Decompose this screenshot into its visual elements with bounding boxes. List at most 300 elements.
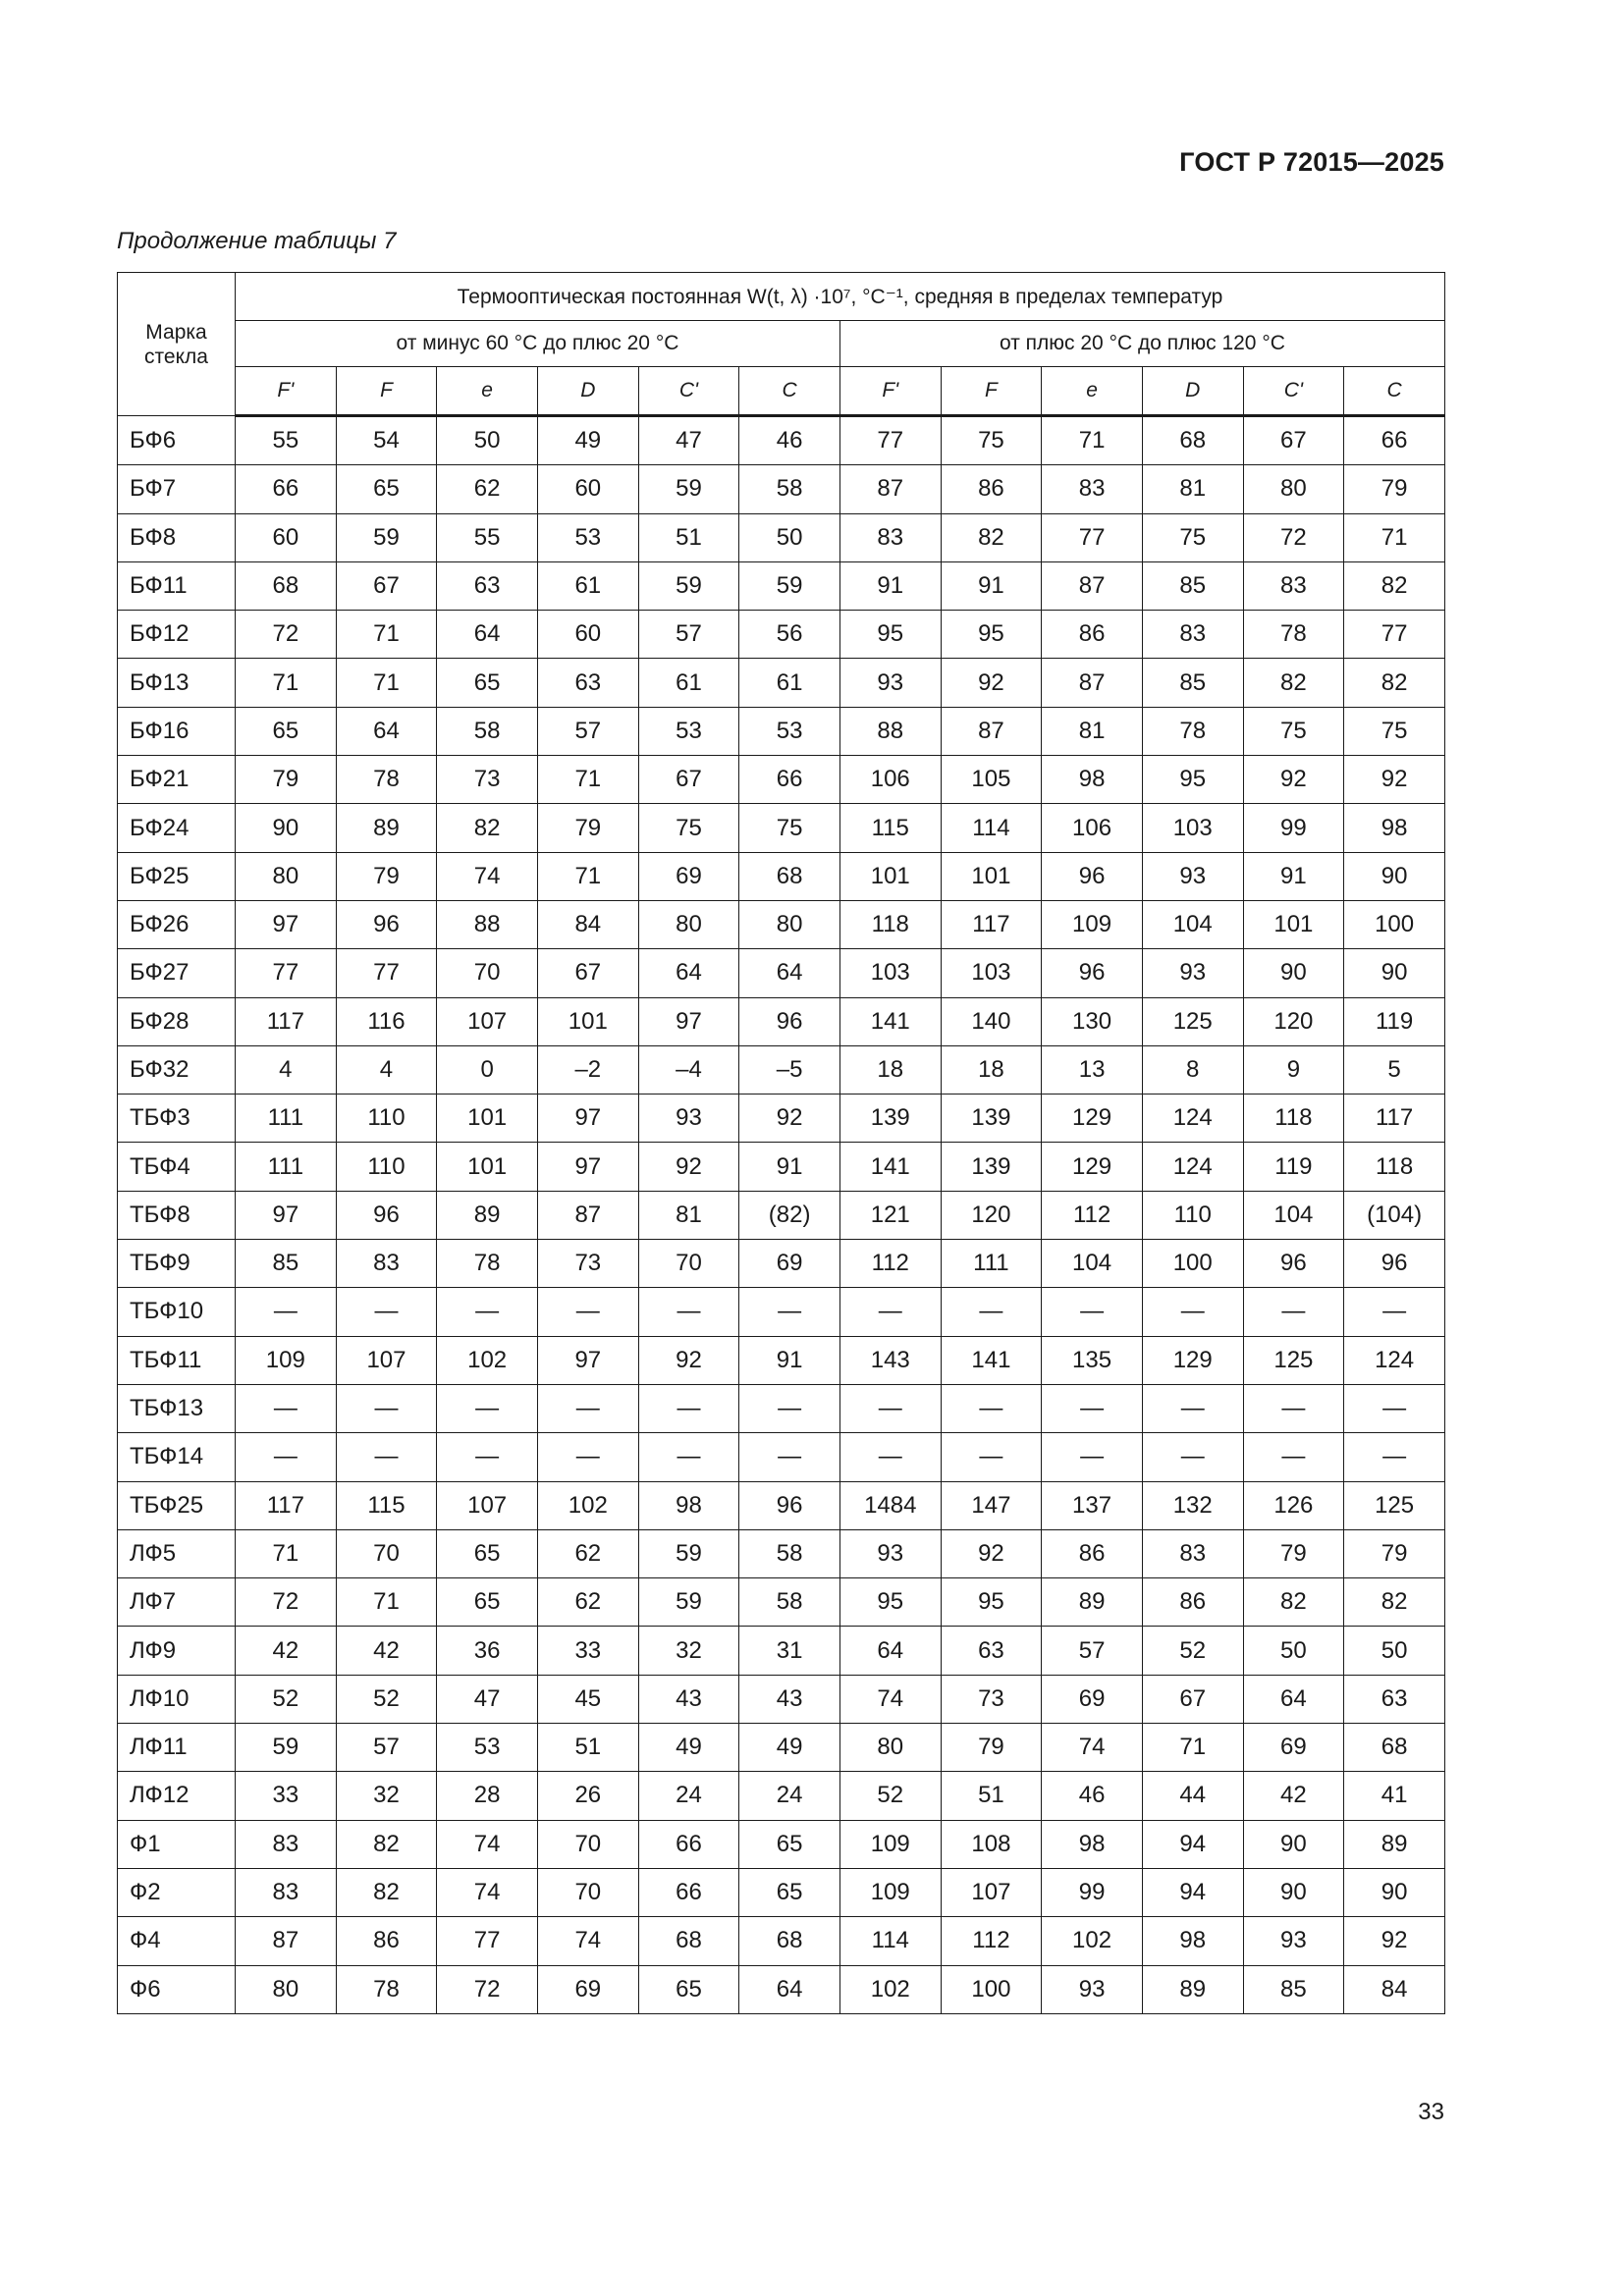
value-cell: 75 [1142, 513, 1243, 561]
value-cell: 57 [336, 1724, 437, 1772]
value-cell: 79 [1344, 1529, 1445, 1577]
column-header: F' [236, 367, 337, 416]
value-cell: 36 [437, 1627, 538, 1675]
value-cell: 92 [638, 1143, 739, 1191]
value-cell: 89 [1042, 1578, 1143, 1627]
value-cell: 79 [236, 756, 337, 804]
value-cell: 93 [1042, 1965, 1143, 2013]
value-cell: 141 [839, 997, 941, 1045]
value-cell: 112 [941, 1917, 1042, 1965]
value-cell: 93 [1142, 949, 1243, 997]
value-cell: 72 [236, 611, 337, 659]
value-cell: 68 [236, 561, 337, 610]
value-cell: 129 [1042, 1143, 1143, 1191]
glass-brand-cell: БФ24 [118, 804, 236, 852]
column-header: e [1042, 367, 1143, 416]
value-cell: 130 [1042, 997, 1143, 1045]
value-cell: 109 [839, 1820, 941, 1868]
glass-brand-cell: БФ25 [118, 852, 236, 900]
value-cell: 118 [839, 900, 941, 948]
value-cell: 101 [839, 852, 941, 900]
value-cell: 101 [437, 1095, 538, 1143]
glass-brand-cell: ЛФ9 [118, 1627, 236, 1675]
table-row [118, 1336, 1445, 1384]
value-cell: 71 [336, 659, 437, 707]
value-cell: 67 [336, 561, 437, 610]
glass-brand-cell: Ф1 [118, 1820, 236, 1868]
value-cell: 79 [1344, 465, 1445, 513]
value-cell: 51 [941, 1772, 1042, 1820]
value-cell: 125 [1243, 1336, 1344, 1384]
value-cell: 120 [941, 1191, 1042, 1239]
value-cell: — [1243, 1288, 1344, 1336]
value-cell: — [839, 1384, 941, 1432]
value-cell: 65 [236, 707, 337, 755]
value-cell: 129 [1042, 1095, 1143, 1143]
value-cell: 111 [941, 1240, 1042, 1288]
glass-brand-cell: БФ21 [118, 756, 236, 804]
value-cell: 68 [1142, 416, 1243, 465]
value-cell: — [941, 1384, 1042, 1432]
value-cell: — [336, 1288, 437, 1336]
value-cell: 63 [1344, 1675, 1445, 1723]
value-cell: 43 [638, 1675, 739, 1723]
value-cell: — [437, 1433, 538, 1481]
value-cell: 72 [236, 1578, 337, 1627]
value-cell: 95 [941, 611, 1042, 659]
value-cell: — [1142, 1288, 1243, 1336]
table-row [118, 852, 1445, 900]
header-range-plus20-plus120: от плюс 20 °С до плюс 120 °С [839, 321, 1444, 367]
table-row [118, 1433, 1445, 1481]
glass-brand-cell: БФ13 [118, 659, 236, 707]
value-cell: 66 [1344, 416, 1445, 465]
value-cell: 59 [638, 465, 739, 513]
value-cell: 107 [941, 1868, 1042, 1916]
value-cell: 44 [1142, 1772, 1243, 1820]
value-cell: 87 [236, 1917, 337, 1965]
value-cell: — [236, 1384, 337, 1432]
value-cell: — [638, 1288, 739, 1336]
value-cell: 117 [1344, 1095, 1445, 1143]
value-cell: 65 [437, 1578, 538, 1627]
glass-brand-cell: ТБФ10 [118, 1288, 236, 1336]
value-cell: 74 [537, 1917, 638, 1965]
value-cell: 124 [1344, 1336, 1445, 1384]
value-cell: 103 [839, 949, 941, 997]
glass-brand-cell: ЛФ5 [118, 1529, 236, 1577]
value-cell: 74 [437, 852, 538, 900]
glass-brand-cell: ТБФ13 [118, 1384, 236, 1432]
value-cell: 57 [638, 611, 739, 659]
table-row [118, 804, 1445, 852]
value-cell: 70 [437, 949, 538, 997]
value-cell: — [336, 1384, 437, 1432]
value-cell: 91 [739, 1336, 840, 1384]
value-cell: 96 [1042, 852, 1143, 900]
value-cell: 97 [537, 1143, 638, 1191]
value-cell: 78 [336, 756, 437, 804]
table-row [118, 513, 1445, 561]
value-cell: 80 [1243, 465, 1344, 513]
value-cell: 90 [1344, 1868, 1445, 1916]
value-cell: 69 [638, 852, 739, 900]
value-cell: 50 [1243, 1627, 1344, 1675]
table-row [118, 1820, 1445, 1868]
value-cell: 104 [1042, 1240, 1143, 1288]
value-cell: 82 [1243, 659, 1344, 707]
value-cell: 80 [739, 900, 840, 948]
table-caption: Продолжение таблицы 7 [117, 228, 397, 254]
value-cell: 87 [1042, 561, 1143, 610]
value-cell: 47 [638, 416, 739, 465]
value-cell: 73 [537, 1240, 638, 1288]
value-cell: 78 [1142, 707, 1243, 755]
value-cell: 24 [638, 1772, 739, 1820]
value-cell: 77 [336, 949, 437, 997]
table-row [118, 1917, 1445, 1965]
glass-brand-cell: ТБФ14 [118, 1433, 236, 1481]
value-cell: 71 [236, 1529, 337, 1577]
table-row [118, 1240, 1445, 1288]
value-cell: 75 [638, 804, 739, 852]
value-cell: 46 [1042, 1772, 1143, 1820]
value-cell: 94 [1142, 1868, 1243, 1916]
value-cell: 102 [1042, 1917, 1143, 1965]
value-cell: 126 [1243, 1481, 1344, 1529]
value-cell: — [839, 1433, 941, 1481]
value-cell: 90 [236, 804, 337, 852]
value-cell: 56 [739, 611, 840, 659]
value-cell: — [537, 1433, 638, 1481]
value-cell: 58 [739, 1529, 840, 1577]
value-cell: 83 [236, 1820, 337, 1868]
value-cell: 13 [1042, 1045, 1143, 1094]
value-cell: — [1142, 1433, 1243, 1481]
value-cell: 100 [1142, 1240, 1243, 1288]
value-cell: 0 [437, 1045, 538, 1094]
value-cell: 91 [1243, 852, 1344, 900]
value-cell: 59 [638, 1529, 739, 1577]
value-cell: 107 [437, 1481, 538, 1529]
value-cell: — [236, 1288, 337, 1336]
value-cell: 64 [336, 707, 437, 755]
table-row [118, 1675, 1445, 1723]
value-cell: 81 [638, 1191, 739, 1239]
value-cell: 97 [236, 1191, 337, 1239]
table-row [118, 465, 1445, 513]
value-cell: 69 [1042, 1675, 1143, 1723]
table-row [118, 1724, 1445, 1772]
value-cell: 112 [1042, 1191, 1143, 1239]
value-cell: 65 [336, 465, 437, 513]
value-cell: 75 [739, 804, 840, 852]
value-cell: 66 [236, 465, 337, 513]
value-cell: 112 [839, 1240, 941, 1288]
value-cell: 32 [336, 1772, 437, 1820]
value-cell: 69 [537, 1965, 638, 2013]
value-cell: 85 [1243, 1965, 1344, 2013]
value-cell: 108 [941, 1820, 1042, 1868]
value-cell: 72 [437, 1965, 538, 2013]
value-cell: 63 [537, 659, 638, 707]
value-cell: 99 [1042, 1868, 1143, 1916]
value-cell: 63 [437, 561, 538, 610]
column-header: F' [839, 367, 941, 416]
value-cell: 114 [839, 1917, 941, 1965]
value-cell: 140 [941, 997, 1042, 1045]
value-cell: — [537, 1288, 638, 1336]
value-cell: 105 [941, 756, 1042, 804]
value-cell: 53 [537, 513, 638, 561]
value-cell: 85 [1142, 659, 1243, 707]
value-cell: 110 [1142, 1191, 1243, 1239]
value-cell: 69 [1243, 1724, 1344, 1772]
value-cell: 80 [236, 1965, 337, 2013]
value-cell: 88 [839, 707, 941, 755]
glass-brand-cell: Ф6 [118, 1965, 236, 2013]
value-cell: — [739, 1433, 840, 1481]
value-cell: 82 [1344, 561, 1445, 610]
value-cell: 32 [638, 1627, 739, 1675]
value-cell: 97 [537, 1095, 638, 1143]
value-cell: 77 [839, 416, 941, 465]
value-cell: 103 [1142, 804, 1243, 852]
value-cell: (82) [739, 1191, 840, 1239]
value-cell: 120 [1243, 997, 1344, 1045]
value-cell: 90 [1344, 852, 1445, 900]
value-cell: 18 [941, 1045, 1042, 1094]
value-cell: 87 [941, 707, 1042, 755]
value-cell: 86 [1042, 611, 1143, 659]
value-cell: 71 [336, 611, 437, 659]
value-cell: 74 [839, 1675, 941, 1723]
glass-brand-cell: ТБФ11 [118, 1336, 236, 1384]
value-cell: 50 [1344, 1627, 1445, 1675]
value-cell: 84 [1344, 1965, 1445, 2013]
value-cell: 96 [1042, 949, 1143, 997]
table-row [118, 1578, 1445, 1627]
glass-brand-cell: ЛФ10 [118, 1675, 236, 1723]
value-cell: 91 [941, 561, 1042, 610]
glass-brand-cell: БФ11 [118, 561, 236, 610]
table-row [118, 900, 1445, 948]
value-cell: 125 [1142, 997, 1243, 1045]
value-cell: 84 [537, 900, 638, 948]
value-cell: 26 [537, 1772, 638, 1820]
value-cell: 95 [1142, 756, 1243, 804]
value-cell: 98 [1142, 1917, 1243, 1965]
value-cell: 70 [537, 1868, 638, 1916]
value-cell: 89 [1142, 1965, 1243, 2013]
value-cell: — [941, 1433, 1042, 1481]
value-cell: 83 [839, 513, 941, 561]
value-cell: 101 [941, 852, 1042, 900]
value-cell: 117 [236, 1481, 337, 1529]
glass-brand-cell: ТБФ4 [118, 1143, 236, 1191]
value-cell: 61 [739, 659, 840, 707]
value-cell: 89 [437, 1191, 538, 1239]
value-cell: 97 [537, 1336, 638, 1384]
value-cell: 82 [336, 1820, 437, 1868]
header-thermo-optical-constant: Термооптическая постоянная W(t, λ) ·10⁷, °С⁻¹, средняя в пределах температур [236, 273, 1445, 321]
value-cell: 51 [537, 1724, 638, 1772]
value-cell: 53 [638, 707, 739, 755]
value-cell: 116 [336, 997, 437, 1045]
value-cell: 49 [638, 1724, 739, 1772]
value-cell: 49 [537, 416, 638, 465]
value-cell: 78 [1243, 611, 1344, 659]
value-cell: 86 [941, 465, 1042, 513]
value-cell: 94 [1142, 1820, 1243, 1868]
value-cell: 68 [739, 1917, 840, 1965]
value-cell: 139 [941, 1143, 1042, 1191]
value-cell: 82 [336, 1868, 437, 1916]
value-cell: 110 [336, 1143, 437, 1191]
value-cell: 80 [839, 1724, 941, 1772]
value-cell: 61 [537, 561, 638, 610]
value-cell: — [1344, 1384, 1445, 1432]
value-cell: 109 [236, 1336, 337, 1384]
value-cell: 92 [941, 1529, 1042, 1577]
value-cell: 83 [236, 1868, 337, 1916]
value-cell: 77 [1344, 611, 1445, 659]
value-cell: 83 [336, 1240, 437, 1288]
column-header: C [1344, 367, 1445, 416]
value-cell: 139 [839, 1095, 941, 1143]
value-cell: — [537, 1384, 638, 1432]
value-cell: 83 [1142, 1529, 1243, 1577]
value-cell: 73 [437, 756, 538, 804]
value-cell: — [1042, 1384, 1143, 1432]
value-cell: 95 [941, 1578, 1042, 1627]
value-cell: 79 [941, 1724, 1042, 1772]
column-header: F [336, 367, 437, 416]
page-number: 33 [1418, 2099, 1444, 2125]
value-cell: 82 [437, 804, 538, 852]
value-cell: 57 [1042, 1627, 1143, 1675]
value-cell: 115 [839, 804, 941, 852]
value-cell: 64 [437, 611, 538, 659]
value-cell: 75 [941, 416, 1042, 465]
value-cell: 55 [236, 416, 337, 465]
value-cell: 82 [1344, 659, 1445, 707]
value-cell: 106 [839, 756, 941, 804]
value-cell: — [941, 1288, 1042, 1336]
value-cell: 9 [1243, 1045, 1344, 1094]
table-row [118, 707, 1445, 755]
glass-brand-cell: ТБФ3 [118, 1095, 236, 1143]
value-cell: 63 [941, 1627, 1042, 1675]
value-cell: 87 [1042, 659, 1143, 707]
value-cell: 87 [537, 1191, 638, 1239]
value-cell: 69 [739, 1240, 840, 1288]
value-cell: 79 [1243, 1529, 1344, 1577]
value-cell: 100 [1344, 900, 1445, 948]
column-header: F [941, 367, 1042, 416]
value-cell: 66 [739, 756, 840, 804]
value-cell: 109 [839, 1868, 941, 1916]
value-cell: 98 [1042, 756, 1143, 804]
value-cell: 4 [236, 1045, 337, 1094]
value-cell: 42 [236, 1627, 337, 1675]
value-cell: 42 [1243, 1772, 1344, 1820]
value-cell: 96 [336, 900, 437, 948]
column-header: D [537, 367, 638, 416]
table-row [118, 1095, 1445, 1143]
value-cell: 52 [336, 1675, 437, 1723]
value-cell: 62 [537, 1529, 638, 1577]
glass-brand-cell: БФ7 [118, 465, 236, 513]
table-row [118, 1191, 1445, 1239]
value-cell: (104) [1344, 1191, 1445, 1239]
value-cell: — [1042, 1288, 1143, 1336]
value-cell: 73 [941, 1675, 1042, 1723]
value-cell: — [1042, 1433, 1143, 1481]
value-cell: 92 [1344, 756, 1445, 804]
value-cell: 65 [638, 1965, 739, 2013]
value-cell: 107 [437, 997, 538, 1045]
glass-brand-cell: ТБФ25 [118, 1481, 236, 1529]
value-cell: 129 [1142, 1336, 1243, 1384]
value-cell: 66 [638, 1820, 739, 1868]
value-cell: 96 [1243, 1240, 1344, 1288]
glass-brand-cell: БФ27 [118, 949, 236, 997]
table-row [118, 1045, 1445, 1094]
value-cell: 59 [638, 561, 739, 610]
table-row [118, 1384, 1445, 1432]
value-cell: — [638, 1433, 739, 1481]
value-cell: 102 [537, 1481, 638, 1529]
value-cell: 104 [1142, 900, 1243, 948]
value-cell: 119 [1243, 1143, 1344, 1191]
value-cell: 114 [941, 804, 1042, 852]
value-cell: 93 [638, 1095, 739, 1143]
table-row [118, 1529, 1445, 1577]
value-cell: 87 [839, 465, 941, 513]
value-cell: 91 [839, 561, 941, 610]
value-cell: 86 [336, 1917, 437, 1965]
value-cell: 55 [437, 513, 538, 561]
value-cell: 117 [236, 997, 337, 1045]
value-cell: 77 [236, 949, 337, 997]
value-cell: — [437, 1288, 538, 1336]
table-row [118, 561, 1445, 610]
value-cell: 102 [839, 1965, 941, 2013]
value-cell: 92 [1243, 756, 1344, 804]
value-cell: 100 [941, 1965, 1042, 2013]
value-cell: 65 [437, 1529, 538, 1577]
value-cell: 80 [236, 852, 337, 900]
value-cell: 82 [1243, 1578, 1344, 1627]
value-cell: 82 [1344, 1578, 1445, 1627]
value-cell: 83 [1243, 561, 1344, 610]
value-cell: 90 [1243, 1820, 1344, 1868]
value-cell: 79 [336, 852, 437, 900]
glass-brand-cell: БФ28 [118, 997, 236, 1045]
value-cell: 54 [336, 416, 437, 465]
table-row [118, 756, 1445, 804]
value-cell: — [236, 1433, 337, 1481]
value-cell: 96 [1344, 1240, 1445, 1288]
value-cell: 115 [336, 1481, 437, 1529]
value-cell: 102 [437, 1336, 538, 1384]
value-cell: — [638, 1384, 739, 1432]
value-cell: 50 [437, 416, 538, 465]
value-cell: 106 [1042, 804, 1143, 852]
value-cell: 93 [839, 1529, 941, 1577]
value-cell: — [739, 1288, 840, 1336]
